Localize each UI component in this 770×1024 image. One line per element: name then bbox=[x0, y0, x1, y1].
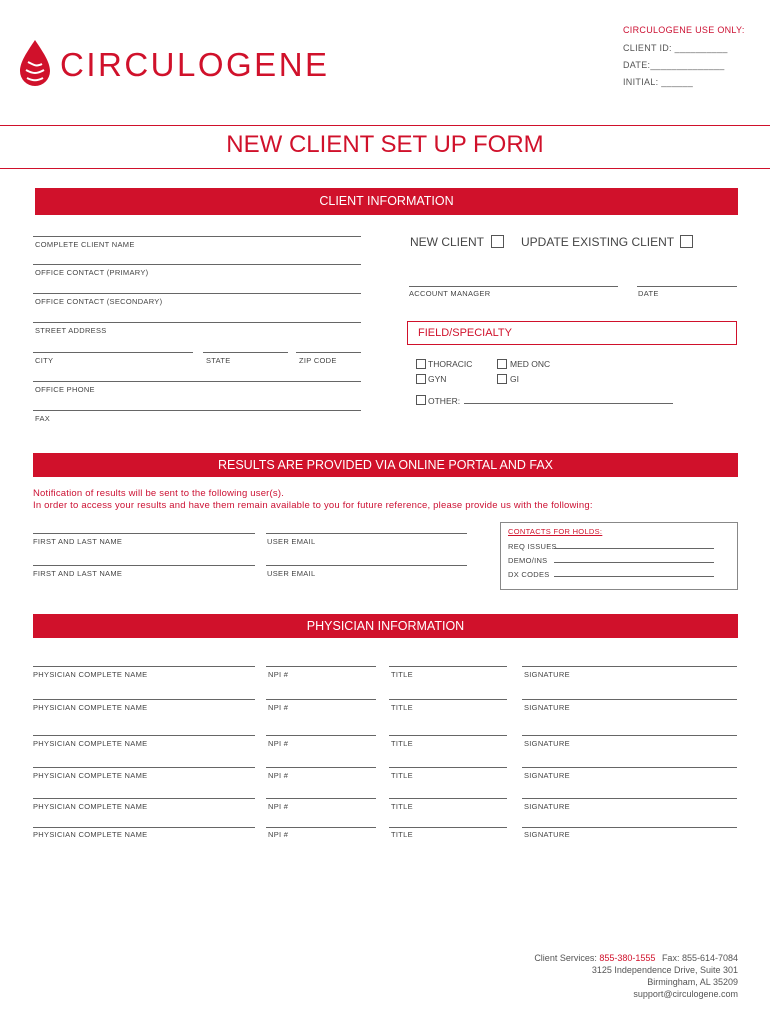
signature-line[interactable] bbox=[522, 767, 737, 768]
use-only-title: CIRCULOGENE USE ONLY: bbox=[623, 25, 745, 35]
signature-line[interactable] bbox=[522, 666, 737, 667]
street-address-line[interactable] bbox=[33, 322, 361, 323]
thoracic-label: THORACIC bbox=[428, 359, 473, 369]
update-existing-client-checkbox[interactable] bbox=[680, 235, 693, 248]
date-line[interactable] bbox=[637, 286, 737, 287]
brand-name: CIRCULOGENE bbox=[60, 46, 330, 83]
npi-label: NPI # bbox=[268, 670, 289, 679]
physician-name-line[interactable] bbox=[33, 767, 255, 768]
npi-line[interactable] bbox=[266, 735, 376, 736]
physician-name-label: PHYSICIAN COMPLETE NAME bbox=[33, 830, 148, 839]
results-header bbox=[33, 453, 738, 477]
physician-name-line[interactable] bbox=[33, 735, 255, 736]
physician-name-line[interactable] bbox=[33, 798, 255, 799]
other-label: OTHER: bbox=[428, 396, 461, 406]
physician-name-line[interactable] bbox=[33, 666, 255, 667]
brand-logo bbox=[18, 38, 358, 90]
account-manager-label: ACCOUNT MANAGER bbox=[409, 289, 491, 298]
field-specialty-title: FIELD/SPECIALTY bbox=[418, 327, 512, 339]
physician-name-label: PHYSICIAN COMPLETE NAME bbox=[33, 771, 148, 780]
street-address-label: STREET ADDRESS bbox=[35, 326, 107, 335]
title-line[interactable] bbox=[389, 767, 507, 768]
city-label: CITY bbox=[35, 356, 54, 365]
contacts-for-holds-label: CONTACTS FOR HOLDS: bbox=[508, 527, 603, 536]
gyn-checkbox[interactable] bbox=[416, 374, 426, 384]
client-services-label: Client Services: bbox=[534, 953, 597, 963]
title-label: TITLE bbox=[391, 771, 413, 780]
user1-name-label: FIRST AND LAST NAME bbox=[33, 537, 123, 546]
date-field-label: DATE bbox=[638, 289, 659, 298]
title-line[interactable] bbox=[389, 827, 507, 828]
signature-label: SIGNATURE bbox=[524, 739, 570, 748]
user2-email-label: USER EMAIL bbox=[267, 569, 316, 578]
gi-label: GI bbox=[510, 374, 519, 384]
title-label: TITLE bbox=[391, 670, 413, 679]
physician-name-label: PHYSICIAN COMPLETE NAME bbox=[33, 670, 148, 679]
physician-name-line[interactable] bbox=[33, 699, 255, 700]
city-line[interactable] bbox=[33, 352, 193, 353]
signature-label: SIGNATURE bbox=[524, 771, 570, 780]
npi-line[interactable] bbox=[266, 666, 376, 667]
zip-code-line[interactable] bbox=[296, 352, 361, 353]
dx-codes-line[interactable] bbox=[554, 576, 714, 577]
user2-name-line[interactable] bbox=[33, 565, 255, 566]
office-contact-primary-label: OFFICE CONTACT (PRIMARY) bbox=[35, 268, 149, 277]
state-label: STATE bbox=[206, 356, 231, 365]
npi-line[interactable] bbox=[266, 767, 376, 768]
title-rule-top bbox=[0, 125, 770, 126]
new-client-label: NEW CLIENT bbox=[410, 235, 485, 249]
med-onc-checkbox[interactable] bbox=[497, 359, 507, 369]
client-name-line[interactable] bbox=[33, 236, 361, 237]
user2-name-label: FIRST AND LAST NAME bbox=[33, 569, 123, 578]
npi-label: NPI # bbox=[268, 830, 289, 839]
signature-line[interactable] bbox=[522, 798, 737, 799]
results-title: RESULTS ARE PROVIDED VIA ONLINE PORTAL AND FAX bbox=[217, 458, 554, 472]
office-contact-secondary-label: OFFICE CONTACT (SECONDARY) bbox=[35, 297, 163, 306]
npi-line[interactable] bbox=[266, 827, 376, 828]
update-existing-client-label: UPDATE EXISTING CLIENT bbox=[521, 235, 675, 249]
account-manager-line[interactable] bbox=[409, 286, 618, 287]
npi-line[interactable] bbox=[266, 798, 376, 799]
thoracic-checkbox[interactable] bbox=[416, 359, 426, 369]
physician-name-label: PHYSICIAN COMPLETE NAME bbox=[33, 802, 148, 811]
initial-label: INITIAL: ______ bbox=[623, 77, 694, 87]
med-onc-label: MED ONC bbox=[510, 359, 551, 369]
title-line[interactable] bbox=[389, 699, 507, 700]
signature-line[interactable] bbox=[522, 699, 737, 700]
office-contact-secondary-line[interactable] bbox=[33, 293, 361, 294]
client-name-label: COMPLETE CLIENT NAME bbox=[35, 240, 135, 249]
physician-header bbox=[33, 614, 738, 638]
office-phone-label: OFFICE PHONE bbox=[35, 385, 95, 394]
new-client-checkbox[interactable] bbox=[491, 235, 504, 248]
user1-name-line[interactable] bbox=[33, 533, 255, 534]
client-info-title: CLIENT INFORMATION bbox=[319, 194, 454, 208]
req-issues-label: REQ ISSUES bbox=[508, 542, 557, 551]
date-label: DATE:______________ bbox=[623, 60, 725, 70]
footer-contact bbox=[438, 952, 738, 1000]
office-phone-line[interactable] bbox=[33, 381, 361, 382]
physician-name-line[interactable] bbox=[33, 827, 255, 828]
npi-label: NPI # bbox=[268, 739, 289, 748]
demo-ins-label: DEMO/INS bbox=[508, 556, 548, 565]
req-issues-line[interactable] bbox=[554, 548, 714, 549]
title-label: TITLE bbox=[391, 703, 413, 712]
title-label: TITLE bbox=[391, 830, 413, 839]
title-rule-bottom bbox=[0, 168, 770, 169]
results-notice-line1: Notification of results will be sent to the following user(s). bbox=[33, 488, 285, 499]
fax-line[interactable] bbox=[33, 410, 361, 411]
zip-code-label: ZIP CODE bbox=[299, 356, 337, 365]
other-checkbox[interactable] bbox=[416, 395, 426, 405]
client-info-header bbox=[35, 188, 738, 215]
gyn-label: GYN bbox=[428, 374, 447, 384]
npi-label: NPI # bbox=[268, 771, 289, 780]
results-notice-line2: In order to access your results and have them remain available to you for future reference, please provide us with the following: bbox=[33, 500, 593, 511]
demo-ins-line[interactable] bbox=[554, 562, 714, 563]
title-label: TITLE bbox=[391, 739, 413, 748]
user2-email-line[interactable] bbox=[266, 565, 467, 566]
user1-email-line[interactable] bbox=[266, 533, 467, 534]
office-contact-primary-line[interactable] bbox=[33, 264, 361, 265]
form-title: NEW CLIENT SET UP FORM bbox=[226, 131, 544, 158]
other-line[interactable] bbox=[464, 403, 673, 404]
footer-address1: 3125 Independence Drive, Suite 301 bbox=[591, 965, 738, 975]
title-line[interactable] bbox=[389, 666, 507, 667]
signature-label: SIGNATURE bbox=[524, 802, 570, 811]
footer-fax: Fax: 855-614-7084 bbox=[661, 953, 738, 963]
title-line[interactable] bbox=[389, 798, 507, 799]
npi-line[interactable] bbox=[266, 699, 376, 700]
physician-name-label: PHYSICIAN COMPLETE NAME bbox=[33, 703, 148, 712]
client-services-phone[interactable]: 855-380-1555 bbox=[599, 953, 656, 963]
signature-label: SIGNATURE bbox=[524, 830, 570, 839]
client-id-label: CLIENT ID: __________ bbox=[623, 43, 728, 53]
signature-label: SIGNATURE bbox=[524, 670, 570, 679]
state-line[interactable] bbox=[203, 352, 288, 353]
dx-codes-label: DX CODES bbox=[508, 570, 550, 579]
fax-label: FAX bbox=[35, 414, 51, 423]
footer-address2: Birmingham, AL 35209 bbox=[647, 977, 738, 987]
signature-line[interactable] bbox=[522, 827, 737, 828]
title-label: TITLE bbox=[391, 802, 413, 811]
physician-name-label: PHYSICIAN COMPLETE NAME bbox=[33, 739, 148, 748]
signature-label: SIGNATURE bbox=[524, 703, 570, 712]
signature-line[interactable] bbox=[522, 735, 737, 736]
physician-title: PHYSICIAN INFORMATION bbox=[306, 619, 465, 633]
field-specialty-box bbox=[407, 321, 737, 345]
npi-label: NPI # bbox=[268, 802, 289, 811]
npi-label: NPI # bbox=[268, 703, 289, 712]
footer-email[interactable]: support@circulogene.com bbox=[633, 989, 738, 999]
user1-email-label: USER EMAIL bbox=[267, 537, 316, 546]
gi-checkbox[interactable] bbox=[497, 374, 507, 384]
title-line[interactable] bbox=[389, 735, 507, 736]
footer-line-1 bbox=[438, 952, 738, 964]
drop-logo-icon bbox=[18, 38, 52, 88]
